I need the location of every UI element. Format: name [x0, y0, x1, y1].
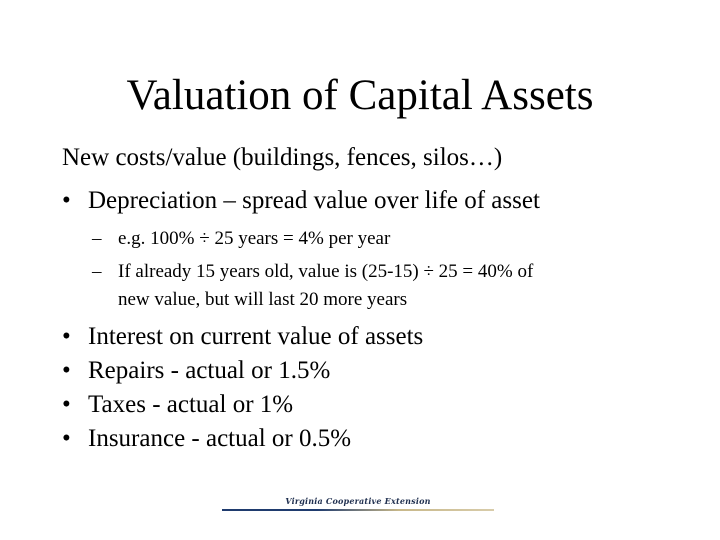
bullet-text: Taxes - actual or 1%: [88, 391, 294, 418]
logo-rule: [222, 509, 494, 511]
sub-bullet-text: e.g. 100% ÷ 25 years = 4% per year: [118, 228, 391, 249]
list-item: [62, 356, 423, 390]
bullet-depreciation: [62, 185, 540, 217]
bullet-marker: •: [62, 323, 71, 350]
bullet-list: [62, 322, 423, 458]
sub-bullet-example: [92, 227, 390, 251]
dash-marker: –: [92, 228, 102, 249]
list-item: [62, 390, 423, 424]
bullet-text: Insurance - actual or 0.5%: [88, 425, 352, 452]
intro-line: New costs/value (buildings, fences, silos…): [62, 144, 503, 171]
bullet-text: Interest on current value of assets: [88, 323, 424, 350]
page-title: Valuation of Capital Assets: [126, 72, 594, 119]
bullet-text: Depreciation – spread value over life of asset: [88, 187, 540, 214]
bullet-text: Repairs - actual or 1.5%: [88, 357, 331, 384]
logo-text: Virginia Cooperative Extension: [285, 496, 431, 506]
bullet-marker: •: [62, 425, 71, 452]
sub-bullet-text: If already 15 years old, value is (25-15) ÷ 25 = 40% of: [118, 261, 534, 282]
list-item: [62, 322, 423, 356]
bullet-marker: •: [62, 187, 71, 214]
dash-marker: –: [92, 261, 102, 282]
bullet-marker: •: [62, 357, 71, 384]
bullet-marker: •: [62, 391, 71, 418]
sub-bullet-already-old: [92, 260, 533, 284]
footer-logo: [222, 494, 494, 512]
sub-bullet-continuation: new value, but will last 20 more years: [118, 289, 408, 310]
list-item: [62, 424, 423, 458]
